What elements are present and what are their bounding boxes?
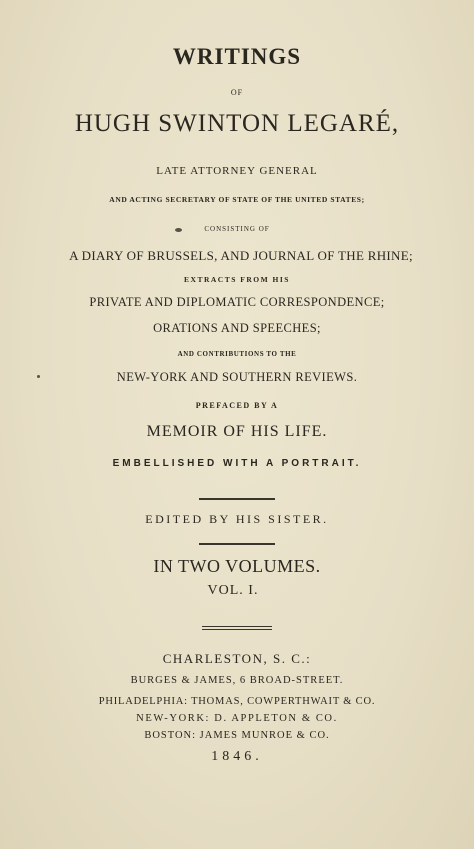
imprint-publisher-boston: BOSTON: JAMES MUNROE & CO. [144, 730, 330, 741]
consisting-line: CONSISTING OF [204, 225, 270, 233]
prefaced-line: PREFACED BY A [195, 401, 279, 410]
imprint-publisher-newyork: NEW-YORK: D. APPLETON & CO. [136, 713, 338, 724]
of-line: OF [230, 88, 244, 97]
portrait-line: EMBELLISHED WITH A PORTRAIT. [112, 458, 362, 469]
memoir-line: MEMOIR OF HIS LIFE. [146, 423, 328, 440]
imprint-city: CHARLESTON, S. C.: [162, 651, 312, 666]
rule-lower [202, 626, 272, 630]
contents-reviews: NEW-YORK AND SOUTHERN REVIEWS. [116, 370, 358, 384]
volume-number: VOL. I. [207, 583, 259, 598]
role-line-1: LATE ATTORNEY GENERAL [156, 165, 318, 177]
role-line-2: AND ACTING SECRETARY OF STATE OF THE UNITED STATES; [109, 195, 365, 204]
imprint-publisher-philadelphia: PHILADELPHIA: THOMAS, COWPERTHWAIT & CO. [98, 696, 376, 707]
contents-orations: ORATIONS AND SPEECHES; [153, 321, 321, 335]
author-name: HUGH SWINTON LEGARÉ, [74, 110, 400, 137]
paper-speck [175, 228, 182, 232]
contents-extracts: EXTRACTS FROM HIS [184, 275, 290, 284]
imprint-publisher-charleston: BURGES & JAMES, 6 BROAD-STREET. [130, 675, 344, 686]
contents-diary: A DIARY OF BRUSSELS, AND JOURNAL OF THE RHINE; [69, 248, 413, 263]
editor-line: EDITED BY HIS SISTER. [145, 512, 329, 526]
paper-speck [37, 375, 40, 378]
imprint-year: 1846. [211, 749, 263, 764]
rule-upper [199, 498, 275, 500]
volumes-line: IN TWO VOLUMES. [153, 556, 321, 576]
contents-correspondence: PRIVATE AND DIPLOMATIC CORRESPONDENCE; [89, 295, 385, 309]
rule-middle [199, 543, 275, 545]
contents-contributions: AND CONTRIBUTIONS TO THE [177, 350, 297, 358]
book-title: WRITINGS [172, 44, 302, 69]
